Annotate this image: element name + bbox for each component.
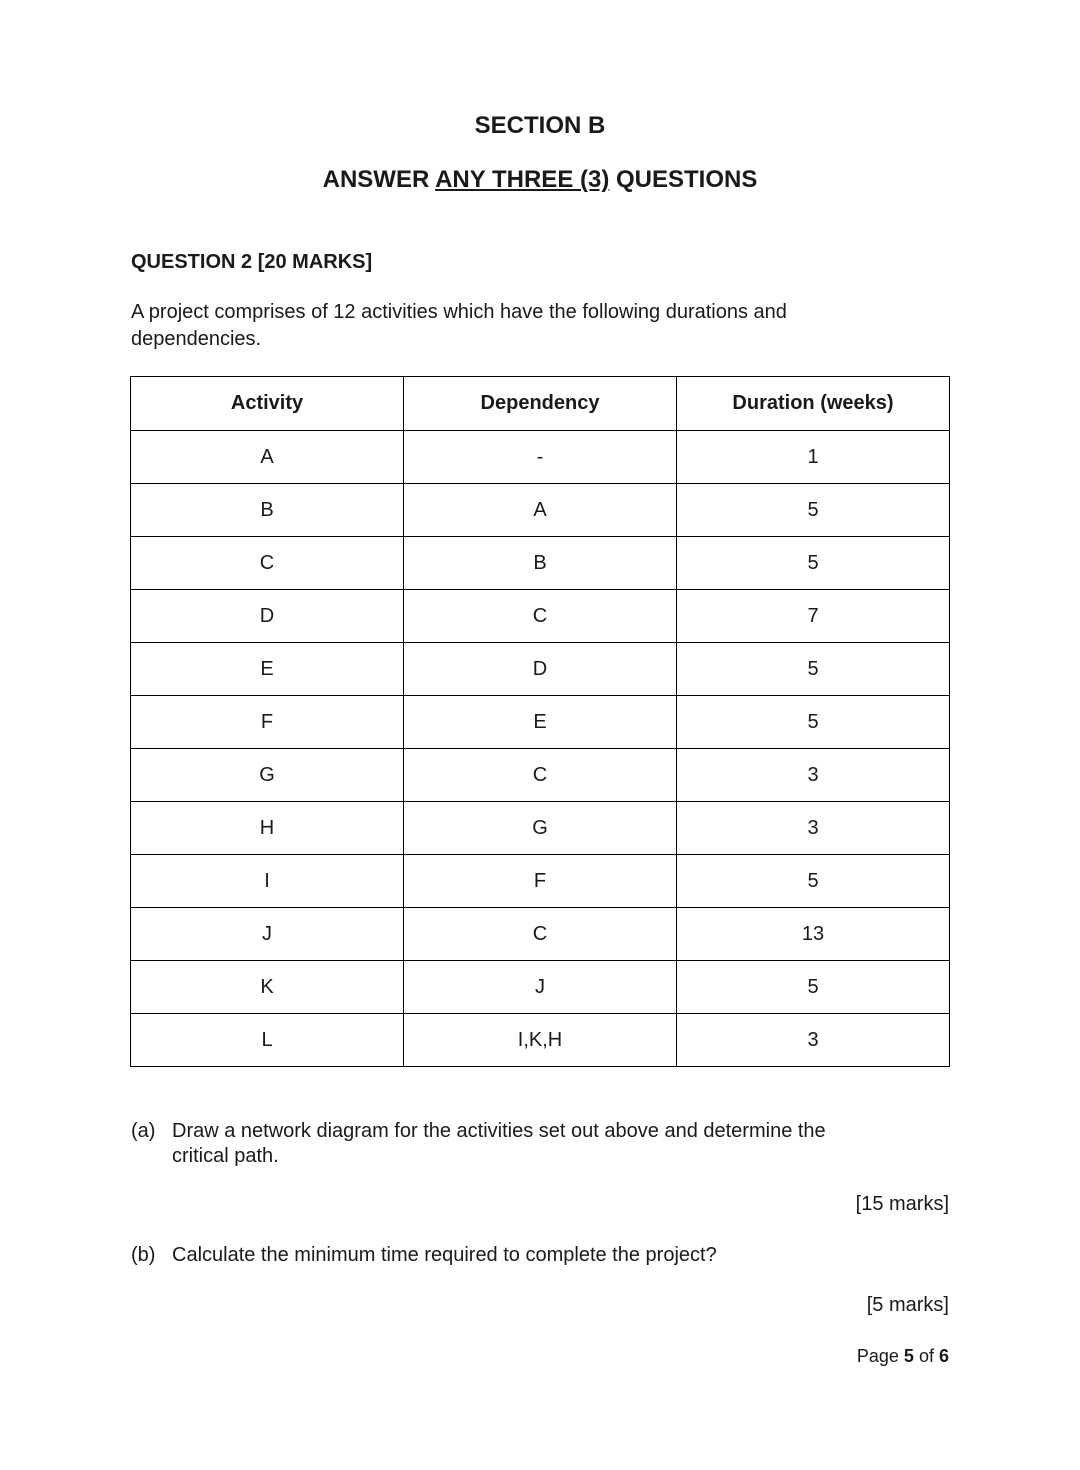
activity-table bbox=[130, 376, 950, 1067]
cell-dependency: E bbox=[404, 696, 677, 749]
instruction-prefix: ANSWER bbox=[322, 166, 436, 193]
cell-duration: 5 bbox=[677, 855, 950, 908]
cell-duration: 7 bbox=[677, 590, 950, 643]
cell-duration: 5 bbox=[677, 643, 950, 696]
table-row bbox=[131, 802, 950, 855]
page-number bbox=[857, 1346, 949, 1367]
part-b-label: (b) bbox=[131, 1244, 156, 1266]
cell-activity: D bbox=[131, 590, 404, 643]
cell-dependency: C bbox=[404, 590, 677, 643]
cell-duration: 5 bbox=[677, 961, 950, 1014]
instruction-suffix: QUESTIONS bbox=[609, 166, 758, 193]
part-a-text-line1: Draw a network diagram for the activities set out above and determine the bbox=[172, 1120, 826, 1142]
header-duration: Duration (weeks) bbox=[677, 377, 950, 431]
part-b-marks: [5 marks] bbox=[866, 1294, 949, 1316]
cell-dependency: F bbox=[404, 855, 677, 908]
question-intro: A project comprises of 12 activities which have the following durations and dependencies. bbox=[131, 301, 787, 350]
table-row bbox=[131, 749, 950, 802]
cell-duration: 1 bbox=[677, 431, 950, 484]
question-part-a bbox=[131, 1119, 911, 1171]
cell-activity: C bbox=[131, 537, 404, 590]
part-a-text bbox=[172, 1119, 826, 1169]
table-row bbox=[131, 537, 950, 590]
cell-activity: K bbox=[131, 961, 404, 1014]
question-heading: QUESTION 2 [20 MARKS] bbox=[131, 251, 373, 273]
cell-dependency: B bbox=[404, 537, 677, 590]
cell-activity: I bbox=[131, 855, 404, 908]
cell-duration: 5 bbox=[677, 696, 950, 749]
part-a-text-line2: critical path. bbox=[172, 1145, 279, 1167]
cell-dependency: - bbox=[404, 431, 677, 484]
answer-instruction bbox=[0, 166, 1080, 194]
cell-dependency: C bbox=[404, 908, 677, 961]
header-dependency: Dependency bbox=[404, 377, 677, 431]
table-row bbox=[131, 643, 950, 696]
of-word: of bbox=[918, 1346, 934, 1366]
cell-activity: F bbox=[131, 696, 404, 749]
cell-dependency: C bbox=[404, 749, 677, 802]
cell-activity: A bbox=[131, 431, 404, 484]
table-row bbox=[131, 484, 950, 537]
instruction-emphasis: ANY THREE (3) bbox=[435, 166, 610, 193]
cell-duration: 13 bbox=[677, 908, 950, 961]
cell-dependency: J bbox=[404, 961, 677, 1014]
part-a-marks: [15 marks] bbox=[855, 1193, 949, 1215]
table-header-row bbox=[131, 377, 950, 431]
cell-dependency: G bbox=[404, 802, 677, 855]
page-current: 5 bbox=[903, 1346, 914, 1366]
cell-duration: 3 bbox=[677, 749, 950, 802]
section-title: SECTION B bbox=[474, 112, 606, 139]
table-row bbox=[131, 431, 950, 484]
cell-dependency: A bbox=[404, 484, 677, 537]
cell-dependency: I,K,H bbox=[404, 1014, 677, 1067]
part-b-text: Calculate the minimum time required to complete the project? bbox=[172, 1244, 717, 1266]
cell-dependency: D bbox=[404, 643, 677, 696]
cell-activity: J bbox=[131, 908, 404, 961]
table-row bbox=[131, 961, 950, 1014]
cell-activity: B bbox=[131, 484, 404, 537]
cell-duration: 5 bbox=[677, 484, 950, 537]
part-a-label: (a) bbox=[131, 1120, 156, 1142]
cell-activity: E bbox=[131, 643, 404, 696]
cell-activity: H bbox=[131, 802, 404, 855]
page-word: Page bbox=[856, 1346, 899, 1366]
table-row bbox=[131, 908, 950, 961]
question-part-b bbox=[131, 1243, 911, 1269]
cell-duration: 3 bbox=[677, 802, 950, 855]
table-row bbox=[131, 1014, 950, 1067]
page-total: 6 bbox=[938, 1346, 949, 1366]
table-row bbox=[131, 696, 950, 749]
table-row bbox=[131, 590, 950, 643]
cell-activity: G bbox=[131, 749, 404, 802]
cell-duration: 3 bbox=[677, 1014, 950, 1067]
table-row bbox=[131, 855, 950, 908]
header-activity: Activity bbox=[131, 377, 404, 431]
cell-activity: L bbox=[131, 1014, 404, 1067]
cell-duration: 5 bbox=[677, 537, 950, 590]
